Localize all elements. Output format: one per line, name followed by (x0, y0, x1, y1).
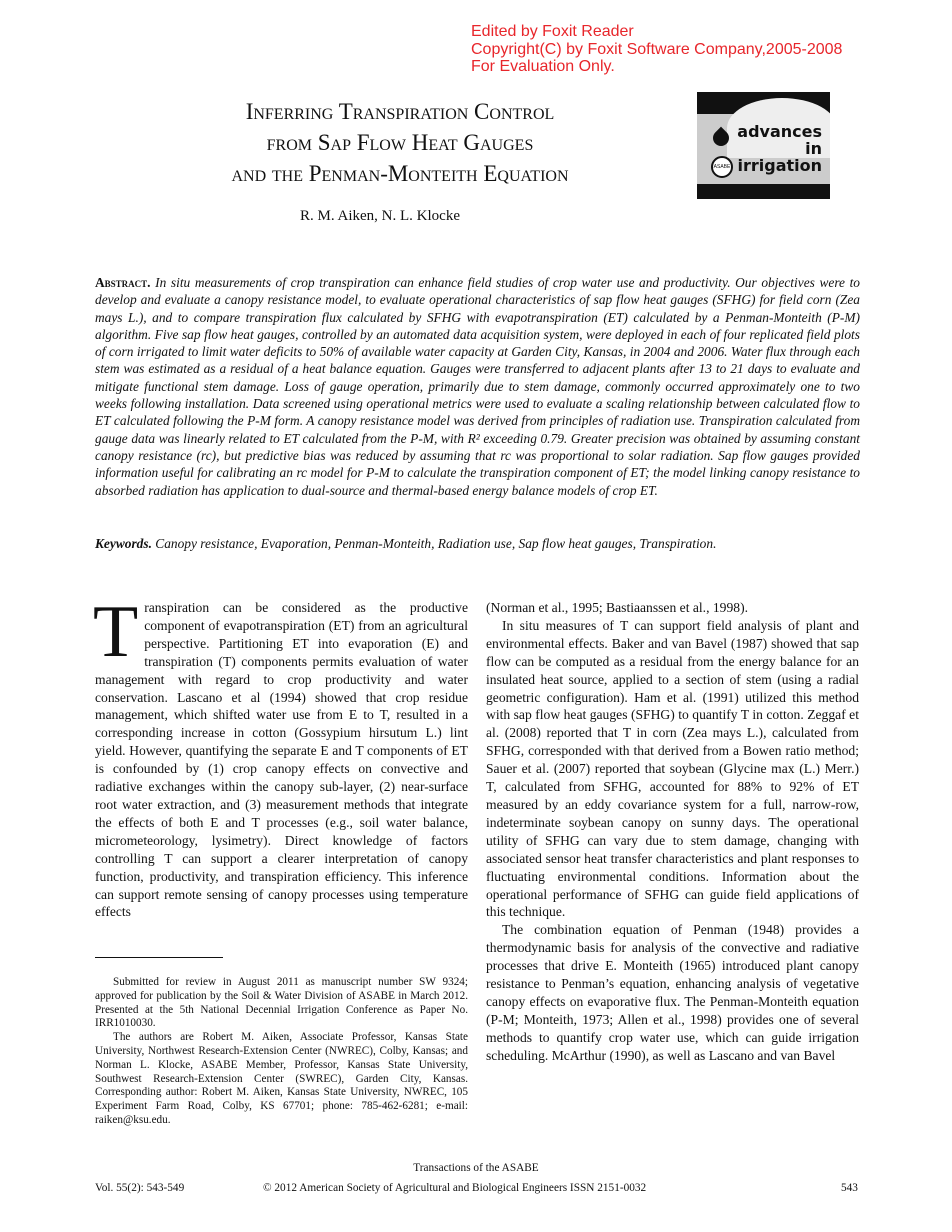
foxit-watermark (471, 23, 842, 76)
journal-name: Transactions of the ASABE (413, 1162, 539, 1174)
volume-info: Vol. 55(2): 543-549 (95, 1182, 185, 1194)
watermark-line: Edited by Foxit Reader (471, 23, 634, 40)
keywords-label: Keywords. (95, 536, 152, 551)
paragraph: Transpiration can be considered as the productive component of evapotranspiration (ET) from an agricultural perspective. Partitioning ET into evaporation (E) and transpiration (T) components permits evaluation of water management with regard to crop productivity and water conservation. Lascano et al (1994) showed that crop residue management, which shifted water use from E to T, resulted in a corresponding increase in cotton (Gossypium hirsutum L.) lint yield. However, quantifying the separate E and T components of ET is confounded by (1) crop canopy effects on convective and radiative exchanges within the canopy sub-layer, (2) near-surface root water extraction, and (3) measurement methods that integrate the effects of both E and T processes (e.g., soil water balance, micrometeorology, lysimetry). Direct knowledge of factors controlling T can support a clearer interpretation of canopy function, productivity, and transpiration efficiency. This inference can support remote sensing of canopy processes using temperature effects (93, 591, 468, 920)
footnote (95, 976, 468, 1128)
drop-cap: T (93, 591, 139, 673)
paragraph: (Norman et al., 1995; Bastiaanssen et al., 1998). (486, 600, 748, 615)
watermark-line: For Evaluation Only. (471, 58, 615, 75)
page-number: 543 (841, 1182, 858, 1194)
paper-title (120, 96, 680, 189)
asabe-seal-icon: ASABE (711, 156, 733, 178)
footnote-paragraph: The authors are Robert M. Aiken, Associate Professor, Kansas State University, Northwest Research-Extension Center (NWREC), Colby, Kansas; and Norman L. Klocke, ASABE Member, Professor, Kansas State University, Southwest Research-Extension Center (SWREC), Garden City, Kansas. Corresponding author: Robert M. Aiken, Kansas State University, NWREC, 105 Experiment Farm Road, Colby, KS 67701; phone: 785-462-6281; e-mail: raiken@ksu.edu. (95, 1031, 468, 1126)
keywords-text: Canopy resistance, Evaporation, Penman-Monteith, Radiation use, Sap flow heat gauges, Transpiration. (155, 536, 717, 551)
paragraph: The combination equation of Penman (1948) provides a thermodynamic basis for analysis of the convective and radiative processes that drive E. Monteith (1965) introduced plant canopy resistance to Penman’s equation, enhancing analysis of vegetative canopy effects on evaporative flux. The Penman-Monteith equation (P-M; Monteith, 1973; Allen et al., 1998) provides one of several methods to quantify crop water use, which can guide irrigation scheduling. McArthur (1990), as well as Lascano and van Bavel (486, 922, 859, 1063)
title-line: and the Penman-Monteith Equation (231, 161, 569, 186)
footnote-paragraph: Submitted for review in August 2011 as manuscript number SW 9324; approved for publication by the Soil & Water Division of ASABE in March 2012. Presented at the 5th National Decennial Irrigation Conference as Paper No. IRR1010030. (95, 976, 468, 1030)
copyright: © 2012 American Society of Agricultural and Biological Engineers ISSN 2151-0032 (263, 1182, 647, 1194)
keywords (95, 536, 860, 552)
abstract (95, 274, 860, 499)
title-line: from Sap Flow Heat Gauges (266, 130, 534, 155)
watermark-line: Copyright(C) by Foxit Software Company,2005-2008 (471, 40, 843, 58)
authors: R. M. Aiken, N. L. Klocke (300, 208, 460, 224)
title-line: Inferring Transpiration Control (245, 99, 555, 124)
right-column (486, 599, 859, 1065)
paragraph: In situ measures of T can support field analysis of plant and environmental effects. Baker and van Bavel (1987) showed that sap flow can be computed as a residual from the energy balance for an insulated heat source, applied to a section of stem (using a radial geometric configuration). Ham et al. (1991) utilized this method with sap flow heat gauges (SFHG) to quantify T in cotton. Zeggaf et al. (2008) reported that T in corn (Zea mays L.), calculated from SFHG, corresponded with that derived from a Bowen ratio method; Sauer et al. (2007) reported that soybean (Glycine max (L.) Merr.) T, calculated from SFHG, accounted for 88% to 92% of ET measured by an eddy covariance system for a full, narrow-row, indeterminate soybean canopy on sunny days. The operational utility of SFHG can vary due to stem damage, changing with associated sensor heat transfer characteristics and plant responses to fluctuating environmental conditions. Information about the operational performance of SFHG can guide field applications of this technique. (486, 617, 859, 920)
footnote-divider (95, 957, 223, 958)
abstract-label: Abstract. (95, 275, 151, 290)
left-column (93, 591, 468, 921)
advances-in-irrigation-logo: ASABE advances in irrigation (697, 92, 830, 199)
abstract-text: In situ measurements of crop transpiration can enhance field studies of crop water use and productivity. Our objectives were to develop and evaluate a canopy resistance model, to evaluate operational characteristics of sap flow heat gauges (SFHG) for field corn (Zea mays L.), and to compare transpiration flux calculated by SFHG with evapotranspiration (ET) calculated by a Penman-Monteith (P-M) algorithm. Five sap flow heat gauges, controlled by an automated data acquisition system, were deployed in each of four replicated field plots of corn irrigated to limit water deficits to 50% of available water capacity at Garden City, Kansas, in 2004 and 2006. Water flux through each stem was estimated as a residual of a heat balance equation. Gauges were transferred to adjacent plants after 13 to 21 days to evaluate and mitigate functional stem damage. Loss of gauge operation, primarily due to stem damage, commonly occurred approximately one to two weeks following installation. Data screened using operational metrics were used to evaluate a scaling relationship between calculated flow to ET calculated following the P-M form. A canopy resistance model was derived from principles of radiation use. Transpiration calculated from gauge data was linearly related to ET calculated from the P-M, with R² exceeding 0.79. Greater precision was obtained by assuming constant canopy resistance (rc), but predictive bias was reduced by assuming that rc was proportional to solar radiation. Sap flow gauges provided information useful for calibrating an rc model for P-M to calculate the transpiration component of ET; the model linking canopy resistance to absorbed radiation has application to dual-source and thermal-based energy balance models of crop ET. (95, 275, 860, 498)
